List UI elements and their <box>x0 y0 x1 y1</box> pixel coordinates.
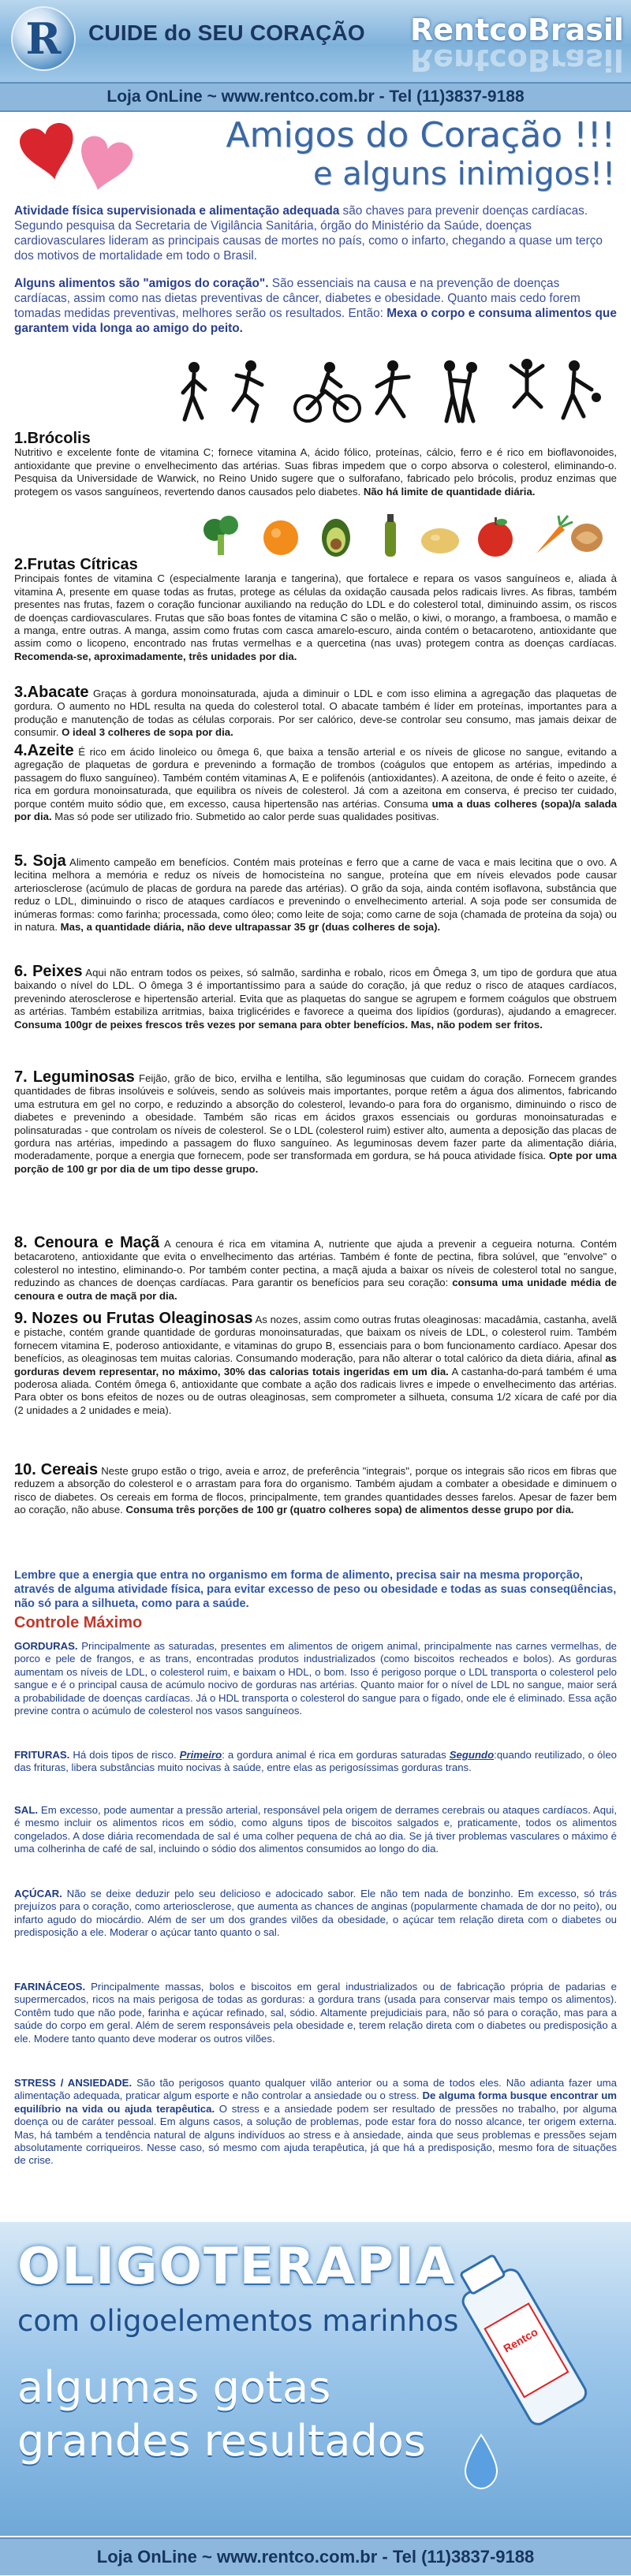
drop-icon <box>465 2435 497 2488</box>
controle-gorduras <box>14 1640 617 1717</box>
controle-second: Segundo <box>449 1749 495 1761</box>
section-heading: 4.Azeite <box>14 742 74 759</box>
ad-tagline-1: algumas gotas <box>17 2362 331 2412</box>
oligoterapia-ad[interactable] <box>0 2222 631 2536</box>
dropper-bottle-icon <box>442 2238 623 2514</box>
bottle-label: Rentco <box>501 2325 540 2355</box>
section-body: Graças à gordura monoinsaturada, ajuda a diminuir o LDL e com isso elimina a agregação das plaquetas de gordura. O aumento no HDL resulta na queda do colesterol total. O abacate também é líder em proteínas, importantes para a produção e manutenção de todas as células corporais. Por ser calórico, deve-se controlar seu consumo, mas jamais deixar de consumir. <box>14 688 617 739</box>
controle-sal <box>14 1804 617 1856</box>
controle-bold: De alguma forma busque encontrar um equilíbrio na vida ou ajuda terapêutica. <box>14 2090 617 2115</box>
controle-rest: O stress e a ansiedade podem ser resultado de pressões no trabalho, por alguma doença ou de caráter pessoal. Em alguns casos, a solução de problemas, pode estar fora do nosso alcance, ter origem externa. Mas, há também a tendência natural de alguns indivíduos ao stress e à ansiedade, ainda que seus problemas e pressões sejam absolutamente corriqueiros. Nesse caso, só mesmo com ajuda terapêutica, já que há a predisposição, mesmo fora de situações de crise. <box>14 2102 617 2167</box>
controle-key: AÇÚCAR. <box>14 1888 62 1899</box>
controle-mid: : a gordura animal é rica em gorduras saturadas <box>222 1749 450 1761</box>
section-body: Nutritivo e excelente fonte de vitamina C; fornece vitamina A, ácido fólico, proteínas, cálcio, ferro e é rico em bioflavonoides, antioxidante que previne o envelhecimento das artérias. Suas fibras impedem que o corpo absorva o colesterol, eliminando-o. Pesquisa da Universidade de Warwick, no Reino Unido sugere que o sulforafano, fabricado pelo brócolis, produz enzimas que protegem os vasos sanguíneos, revertendo danos causados pelo diabetes. <box>14 446 617 498</box>
controle-body: São tão perigosos quanto qualquer vilão anterior ou a soma de todos eles. Não adianta fazer uma alimentação adequada, praticar algum esporte e não controlar a ansiedade ou o stress. <box>14 2077 617 2102</box>
intro-highlight: Mexa o corpo e consuma alimentos que garantem vida longa ao amigo do peito. <box>14 307 617 335</box>
contact-text: Loja OnLine ~ www.rentco.com.br - Tel (11)3837-9188 <box>106 88 525 106</box>
brand-name: RentcoBrasil <box>410 13 624 47</box>
controle-key: STRESS / ANSIEDADE. <box>14 2077 133 2089</box>
section-heading: 6. Peixes <box>14 963 83 980</box>
exercise-figures-illustration <box>178 358 604 426</box>
controle-stress <box>14 2077 617 2168</box>
section-recommendation: Consuma 100gr de peixes frescos três vezes por semana para obter benefícios. Mas, não podem ser fritos. <box>14 1018 543 1031</box>
section-frutas-citricas <box>14 558 617 663</box>
ad-tagline-2: grandes resultados <box>17 2416 426 2466</box>
controle-body: Principalmente as saturadas, presentes em alimentos de origem animal, principalmente nas carnes vermelhas, de porco e pele de frangos, e as trans, encontradas produtos industrializados (como biscoitos recheados e bolos). As gorduras aumentam os níveis de LDL, o colesterol ruim, e baixam o HDL, o bom. Isso é perigoso porque o LDL transporta o colesterol pelo sangue e é o principal causa de acúmulo nocivo de gorduras nas artérias. Quanto maior for o nível de LDL no sangue, maior será a probabilidade de doenças cardíacas. Já o HDL transporta o colesterol do sangue para o fígado, onde ele é eliminado. Essa ação previne contra o acúmulo de colesterol nos vasos sanguíneos. <box>14 1640 617 1717</box>
controle-body: Em excesso, pode aumentar a pressão arterial, responsável pela origem de derrames cerebrais ou ataques cardíacos. Aqui, é mesmo incluir os alimentos ricos em sódio, como alguns tipos de biscoitos salgados e, praticamente, todos os alimentos congelados. A dose diária recomendada de sal é uma colher pequena de chá ao dia. Se já tiver problemas vasculares o máximo é uma colherinha de café de sal, incluindo o sódio dos alimentos consumidos ao longo do dia. <box>14 1804 617 1855</box>
section-peixes <box>14 965 617 1031</box>
controle-farinaceos <box>14 1981 617 2045</box>
cyclist-icon <box>295 362 360 421</box>
intro-paragraph-1 <box>14 203 617 263</box>
section-soja <box>14 852 617 934</box>
broccoli-icon <box>203 516 238 555</box>
section-heading: 10. Cereais <box>14 1461 99 1478</box>
section-heading: 9. Nozes ou Frutas Oleaginosas <box>14 1310 253 1327</box>
nuts-icon <box>571 524 603 552</box>
section-tail: Mas só pode ser utilizado frio. Submetido ao calor perde suas qualidades positivas. <box>51 811 439 823</box>
controle-key: SAL. <box>14 1804 39 1816</box>
header-title: CUIDE do SEU CORAÇÃO <box>88 21 365 45</box>
ball-player-icon <box>563 360 601 418</box>
ad-title: OLIGOTERAPIA <box>17 2238 457 2296</box>
section-heading: 1.Brócolis <box>14 430 91 447</box>
controle-title: Controle Máximo <box>14 1614 143 1631</box>
walker-icon <box>183 362 205 419</box>
contact-text: Loja OnLine ~ www.rentco.com.br - Tel (11)3837-9188 <box>96 2547 535 2567</box>
controle-body: Não se deixe deduzir pelo seu delicioso e adocicado sabor. Ele não tem nada de bonzinho. Em excesso, só trás prejuízos para o coração, como arteriosclerose, que aumenta as chances de anginas (popularmente chamada de dor no peito), ou infarto agudo do miocárdio. Além de ser um dos grandes vilões da obesidade, o açúcar tem relação direta com o diabetes ou predisposição a ele. Moderar o açúcar tanto quanto o sal. <box>14 1888 617 1939</box>
section-body: As nozes, assim como outras frutas oleaginosas: macadâmia, castanha, avelã e pistache, contém grande quantidade de gorduras monoinsaturadas, que baixam os níveis de LDL, o colesterol ruim. Também fornecem vitamina E, poderoso antioxidante, e vitaminas do grupo B, essenciais para o bom funcionamento cardíaco. Apesar dos benefícios, as oleaginosas tem muitas calorias. Consumando moderação, para não alterar o total calórico da dieta diária, afinal <box>14 1314 617 1365</box>
section-body: Neste grupo estão o trigo, aveia e arroz, de preferência "integrais", porque os integrais são ricos em fibras que reduzem a absorção do colesterol e o arrastam para fora do organismo. Também ajudam a combater a obesidade e diminuem o risco de diabetes. Os cereais em forma de flocos, principalmente, tem grandes quantidades desses farelos. Apesar de fazer bem ao coração, não abuse. <box>14 1465 618 1516</box>
dancing-couple-icon <box>444 360 477 421</box>
section-recommendation: Não há limite de quantidade diária. <box>363 485 536 498</box>
apple-icon <box>478 517 513 557</box>
contact-bar-bottom[interactable] <box>0 2537 631 2575</box>
controle-body: Principalmente massas, bolos e biscoitos em geral industrializados ou de fabricação própria de padarias e supermercados, ricos na mais perigosa de todas as gorduras: a gordura trans (usada para conservar mais tempo os alimentos). Contêm tudo que não pode, farinha e açúcar refinado, sal, sódio. Altamente prejudiciais para, não só para o coração, mas para a saúde do corpo em geral. Além de serem responsáveis pela obesidade e, terem relação direta com o diabetes ou predisposição a ele. Modere tanto quanto deve moderar os outros vilões. <box>14 1981 617 2045</box>
section-leguminosas <box>14 1068 618 1176</box>
section-recommendation: as gorduras devem representar, no máximo, 30% das calorias totais ingeridas em um dia. <box>14 1352 617 1377</box>
controle-key: FARINÁCEOS. <box>14 1981 86 1993</box>
jumper-icon <box>511 359 543 407</box>
closing-note: Lembre que a energia que entra no organismo em forma de alimento, precisa sair na mesma proporção, através de alguma atividade física, para evitar excesso de peso ou obesidade e todas as suas conseqüências, não só para a silhueta, como para a saúde. <box>14 1569 617 1610</box>
intro-lead-2: Alguns alimentos são "amigos do coração". <box>14 277 269 290</box>
section-cereais <box>14 1463 617 1517</box>
controle-frituras <box>14 1749 617 1775</box>
brand-logo[interactable] <box>410 5 623 79</box>
section-heading: 5. Soja <box>14 852 66 870</box>
ad-subtitle: com oligoelementos marinhos <box>17 2304 459 2338</box>
section-cenoura-maca <box>14 1236 617 1303</box>
section-recommendation: O ideal 3 colheres de sopa por dia. <box>62 726 233 739</box>
hearts-illustration <box>14 118 148 205</box>
intro-lead-1: Atividade física supervisionada e alimentação adequada <box>14 204 340 218</box>
header <box>0 0 631 82</box>
section-nozes <box>14 1312 617 1417</box>
logo-letter: R <box>25 13 62 64</box>
section-heading: 7. Leguminosas <box>14 1068 135 1086</box>
carrot-icon <box>536 516 573 554</box>
controle-body: Há dois tipos de risco. <box>69 1749 180 1761</box>
pink-heart-icon <box>71 132 136 198</box>
page-title: Amigos do Coração !!! <box>226 115 615 155</box>
controle-rest: :quando reutilizado, o óleo das frituras, libera substâncias muito nocivas à saúde, entre elas as perigosíssimas gorduras trans. <box>14 1749 617 1774</box>
section-body: Principais fontes de vitamina C (especialmente laranja e tangerina), que fortalece e repara os vasos sanguíneos e, aliada à vitamina A, presente em quase todas as frutas, protege as células da oxidação causada pelos radicais livres. As fibras, também presentes nas frutas, fazem o coração funcionar auxiliando na redução do LDL e do colesterol total, diminuindo assim, os riscos de doenças cardiovasculares. Frutas que são boas fontes de vitamina C são o melão, o kiwi, o morango, a framboesa, o mamão e a manga, entre outras. A manga, assim como frutas com casca amarelo-escuro, ainda contém o betacaroteno, antioxidante que assim como o licopeno, encontrado nas frutas vermelhas e a quercetina (nas uvas) protegem contra as doenças cardíacas. <box>14 572 617 650</box>
section-recommendation: Consuma três porções de 100 gr (quatro colheres sopa) de alimentos desse grupo por dia. <box>125 1504 574 1516</box>
intro-text-2: São essenciais na causa e na prevenção de doenças cardíacas, assim como nas dietas preventivas de câncer, diabetes e obesidade. Quanto mais cedo forem tomadas medidas preventivas, melhores serão os resultados. Então: <box>14 277 581 320</box>
avocado-icon <box>322 519 350 557</box>
section-brocolis <box>14 432 617 498</box>
controle-key: GORDURAS. <box>14 1640 78 1652</box>
page-subtitle: e alguns inimigos!! <box>312 156 615 192</box>
section-recommendation: Mas, a quantidade diária, não deve ultrapassar 35 gr (duas colheres de soja). <box>60 921 441 934</box>
controle-first: Primeiro <box>179 1749 222 1761</box>
section-heading: 8. Cenoura e Maçã <box>14 1234 160 1251</box>
orange-icon <box>263 520 298 555</box>
section-body: A cenoura é rica em vitamina A, nutriente que ajuda a prevenir a cegueira noturna. Contém betacaroteno, antioxidante que evita o envelhecimento das artérias. Também é fonte de pectina, fibra solúvel, que "envolve" o colesterol no intestino, eliminando-o. Por também conter pectina, a maçã ajuda a baixar os níveis de colesterol total no sangue, reduzindo as chances de doenças cardíacas. Para garantir os benefícios para seu coração: <box>14 1238 618 1289</box>
section-body: Feijão, grão de bico, ervilha e lentilha, são leguminosas que cuidam do coração. Fornecem grandes quantidades de fibras insolúveis e solúveis, sendo as solúveis mais importantes, porque retêm a água dos alimentos, fabricando uma estrutura em gel no corpo, e reduzindo a absorção do colesterol, levando-o para fora do organismo, diminuindo o risco de diabetes e prevenindo a obesidade. Também são ricas em ácidos graxos essenciais ou gorduras monoinsaturadas e polinsaturadas - que controlam os níveis de colesterol. Se o LDL (colesterol ruim) estiver alto, aumenta a deposição das placas de gordura nas artérias, impedindo a passagem do fluxo sanguíneo. As leguminosas devem fazer parte da alimentação diária, moderadamente, porque a energia que fornecem, pode ser transformada em gordura, se há pouca atividade física. <box>14 1072 618 1162</box>
rentco-logo[interactable] <box>11 6 76 71</box>
section-heading: 2.Frutas Cítricas <box>14 556 138 573</box>
section-tail: A castanha-do-pará também é uma poderosa aliada. Contém ômega 6, antioxidante que combate a ação dos radicais livres e impede o envelhecimento das artérias. Para obter os bons efeitos de nozes ou de outras oleaginosas, sem comprometer a silhueta, consuma 1/2 xícara de café por dia (2 unidades a 2 unidades e meia). <box>14 1365 618 1416</box>
section-recommendation: uma a duas colheres (sopa)/a salada por dia. <box>14 797 617 823</box>
intro-text-1: são chaves para prevenir doenças cardíacas. Segundo pesquisa da Secretaria de Vigilância Sanitária, órgão do Ministério da Saúde, doenças cardiovasculares lideram as principais causas de mortes no país, como o infarto, chegando a quase um terço dos motivos de mortalidade em todo o Brasil. <box>14 204 603 263</box>
section-heading: 3.Abacate <box>14 684 89 701</box>
controle-key: FRITURAS. <box>14 1749 70 1761</box>
fruits-vegetables-illustration <box>197 514 607 560</box>
intro-paragraph-2 <box>14 276 617 336</box>
olive-oil-icon <box>385 514 396 557</box>
brand-reflection: RentcoBrasil <box>410 43 624 77</box>
section-body: Aqui não entram todos os peixes, só salmão, sardinha e robalo, ricos em Ômega 3, um tipo de gordura que atua baixando o nível do LDL. O ômega 3 é importantíssimo para a saúde do coração, já que reduz o risco de ataques cardíacos, prevenindo aterosclerose e hipertensão arterial. Evita que as plaquetas do sangue se agrupem e formem coágulos que obstruem as artérias. Também estabiliza arritmias, baixa triglicérides e favorece a queima dos lipídios (gorduras), ajudando a emagrecer. <box>14 967 618 1018</box>
section-recommendation: Recomenda-se, aproximadamente, três unidades por dia. <box>14 650 297 662</box>
soy-icon <box>421 528 459 554</box>
contact-bar-top[interactable] <box>0 82 631 112</box>
section-abacate <box>14 686 617 740</box>
controle-acucar <box>14 1888 617 1940</box>
red-heart-icon <box>17 121 81 185</box>
section-recommendation: Opte por uma porção de 100 gr por dia de um tipo desse grupo. <box>14 1150 617 1175</box>
runner-icon <box>233 360 262 421</box>
section-body: Alimento campeão em benefícios. Contém mais proteínas e ferro que a carne de vaca e mais lecitina que o ovo. A lecitina melhora a memória e reduz os níveis de homocisteína no sangue, proteína que em níveis elevados pode causar arteriosclerose (acúmulo de placas de gordura na parede das artérias). O grão da soja, ainda contém isoflavona, substância que reduz o LDL, diminuindo o risco de ataques cardíacos e prevenindo o envelhecimento arterial. A soja pode ser consumida de inúmeras formas: como farinha; processada, como óleo; como leite de soja; como carne de soja (chamada de proteína da soja) ou in natura. <box>14 856 617 934</box>
skater-icon <box>377 360 409 416</box>
section-body: É rico em ácido linoleico ou ômega 6, que baixa a tensão arterial e os níveis de glicose no sangue, evitando a agregação de plaquetas de gordura e prevenindo a formação de trombos (coágulos que entopem as artérias, impedindo a passagem do fluxo sanguíneo). Também contém vitaminas A, E e polifenóis (antioxidantes). A azeitona, de onde é feito o azeite, é rica em gordura monoinsaturada, que equilibra os níveis de colesterol. Já com a azeitona em conserva, é preciso ter cuidado, porque contém muito sódio que, em excesso, causa hipertensão nas artérias. Consuma <box>14 746 617 810</box>
section-azeite <box>14 744 617 823</box>
section-recommendation: consuma uma unidade média de cenoura e outra de maçã por dia. <box>14 1277 617 1302</box>
